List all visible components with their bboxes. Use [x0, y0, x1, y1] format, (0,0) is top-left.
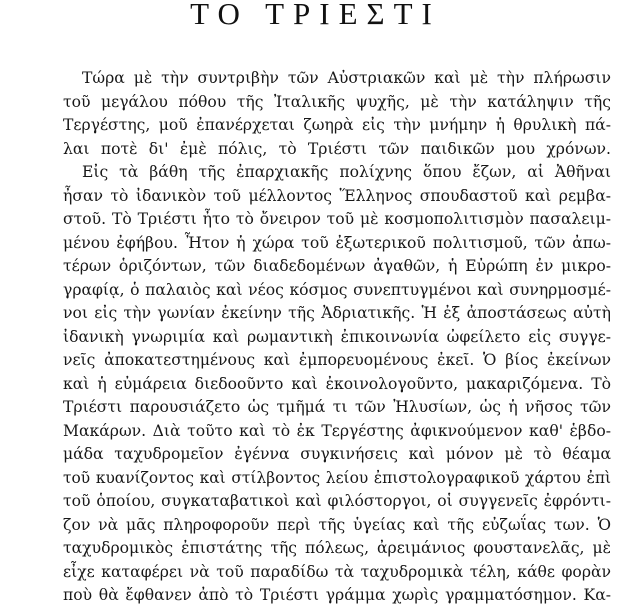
text-line: ἦσαν τὸ ἰδανικὸν τοῦ μέλλοντος Ἕλληνος σπουδαστοῦ καὶ ρεμβα-	[63, 187, 611, 205]
text-line: εἶχε καταφέρει νὰ τοῦ παραδίδω τὰ ταχυδρομικὰ τέλη, κάθε φορὰν	[63, 563, 611, 581]
text-line: τοῦ κυανίζοντος καὶ στίλβοντος λείου ἐπιστολογραφικοῦ χάρτου ἐπὶ	[63, 469, 611, 487]
text-line: τέρων ὁριζόντων, τῶν διαδεδομένων ἀγαθῶν, ἡ Εὐρώπη ἐν μικρο-	[63, 257, 611, 275]
text-line: Τώρα μὲ τὴν συντριβὴν τῶν Αὐστριακῶν καὶ μὲ τὴν πλήρωσιν	[82, 69, 611, 87]
text-line: Τριέστι παρουσιάζετο ὡς τμῆμά τι τῶν Ἠλυσίων, ὡς ἡ νῆσος τῶν	[63, 398, 611, 416]
text-line: ταχυδρομικὸς ἐπιστάτης τῆς πόλεως, ἀρειμάνιος φουστανελᾶς, μὲ	[63, 539, 611, 557]
text-line: Μακάρων. Διὰ τοῦτο καὶ τὸ ἐκ Τεργέστης ἀφικνούμενον καθ' ἑβδο-	[63, 422, 611, 440]
text-line: ἰδανικὴ γνωριμία καὶ ρωμαντικὴ ἐπικοινωνία ὠφείλετο εἰς συγγε-	[63, 328, 611, 346]
text-line: νοι εἰς τὴν γωνίαν ἐκείνην τῆς Ἀδριατικῆς. Ἡ ἐξ ἀποστάσεως αὐτὴ	[63, 304, 611, 322]
text-line: τοῦ μεγάλου πόθου τῆς Ἰταλικῆς ψυχῆς, μὲ τὴν κατάληψιν τῆς	[63, 93, 611, 111]
text-line: ζον νὰ μᾶς πληροφοροῦν περὶ τῆς ὑγείας καὶ τῆς εὐζωΐας των. Ὁ	[63, 516, 611, 534]
chapter-title: ΤΟ ΤΡΙΕΣΤΙ	[190, 0, 441, 31]
text-line: καὶ ἡ εὐμάρεια διεδοοῦντο καὶ ἐκοινολογοῦντο, μακαριζόμενα. Τὸ	[63, 375, 611, 393]
text-line: νεῖς ἀποκατεστημένους καὶ ἐμπορευομένους ἐκεῖ. Ὁ βίος ἐκείνων	[63, 351, 611, 369]
text-line: Τεργέστης, μοῦ ἐπανέρχεται ζωηρὰ εἰς τὴν μνήμην ἡ θρυλικὴ πά-	[63, 116, 611, 134]
text-line: στοῦ. Τὸ Τριέστι ἦτο τὸ ὄνειρον τοῦ μὲ κοσμοπολιτισμὸν πασαλειμ-	[63, 210, 611, 228]
text-line: γραφίᾳ, ὁ παλαιὸς καὶ νέος κόσμος συνεπτυγμένοι καὶ συνηρμοσμέ-	[63, 281, 611, 299]
text-line: Εἰς τὰ βάθη τῆς ἐπαρχιακῆς πολίχνης ὅπου ἔζων, αἱ Ἀθῆναι	[82, 163, 611, 181]
text-line: μένου ἐφήβου. Ἦτον ἡ χώρα τοῦ ἐξωτερικοῦ πολιτισμοῦ, τῶν ἀπω-	[63, 234, 611, 252]
text-line: τοῦ ὁποίου, συγκαταβατικοὶ καὶ φιλόστοργοι, οἱ συγγενεῖς ἐφρόντι-	[63, 492, 611, 510]
text-line: μάδα ταχυδρομεῖον ἐγέννα συγκινήσεις καὶ μόνον μὲ τὸ θέαμα	[63, 445, 611, 463]
text-line: ποὺ θὰ ἔφθανεν ἀπὸ τὸ Τριέστι γράμμα χωρὶς γραμματόσημον. Κα-	[63, 586, 611, 604]
text-line: λαι ποτὲ δι' ἐμὲ πόλις, τὸ Τριέστι τῶν παιδικῶν μου χρόνων.	[63, 140, 611, 158]
